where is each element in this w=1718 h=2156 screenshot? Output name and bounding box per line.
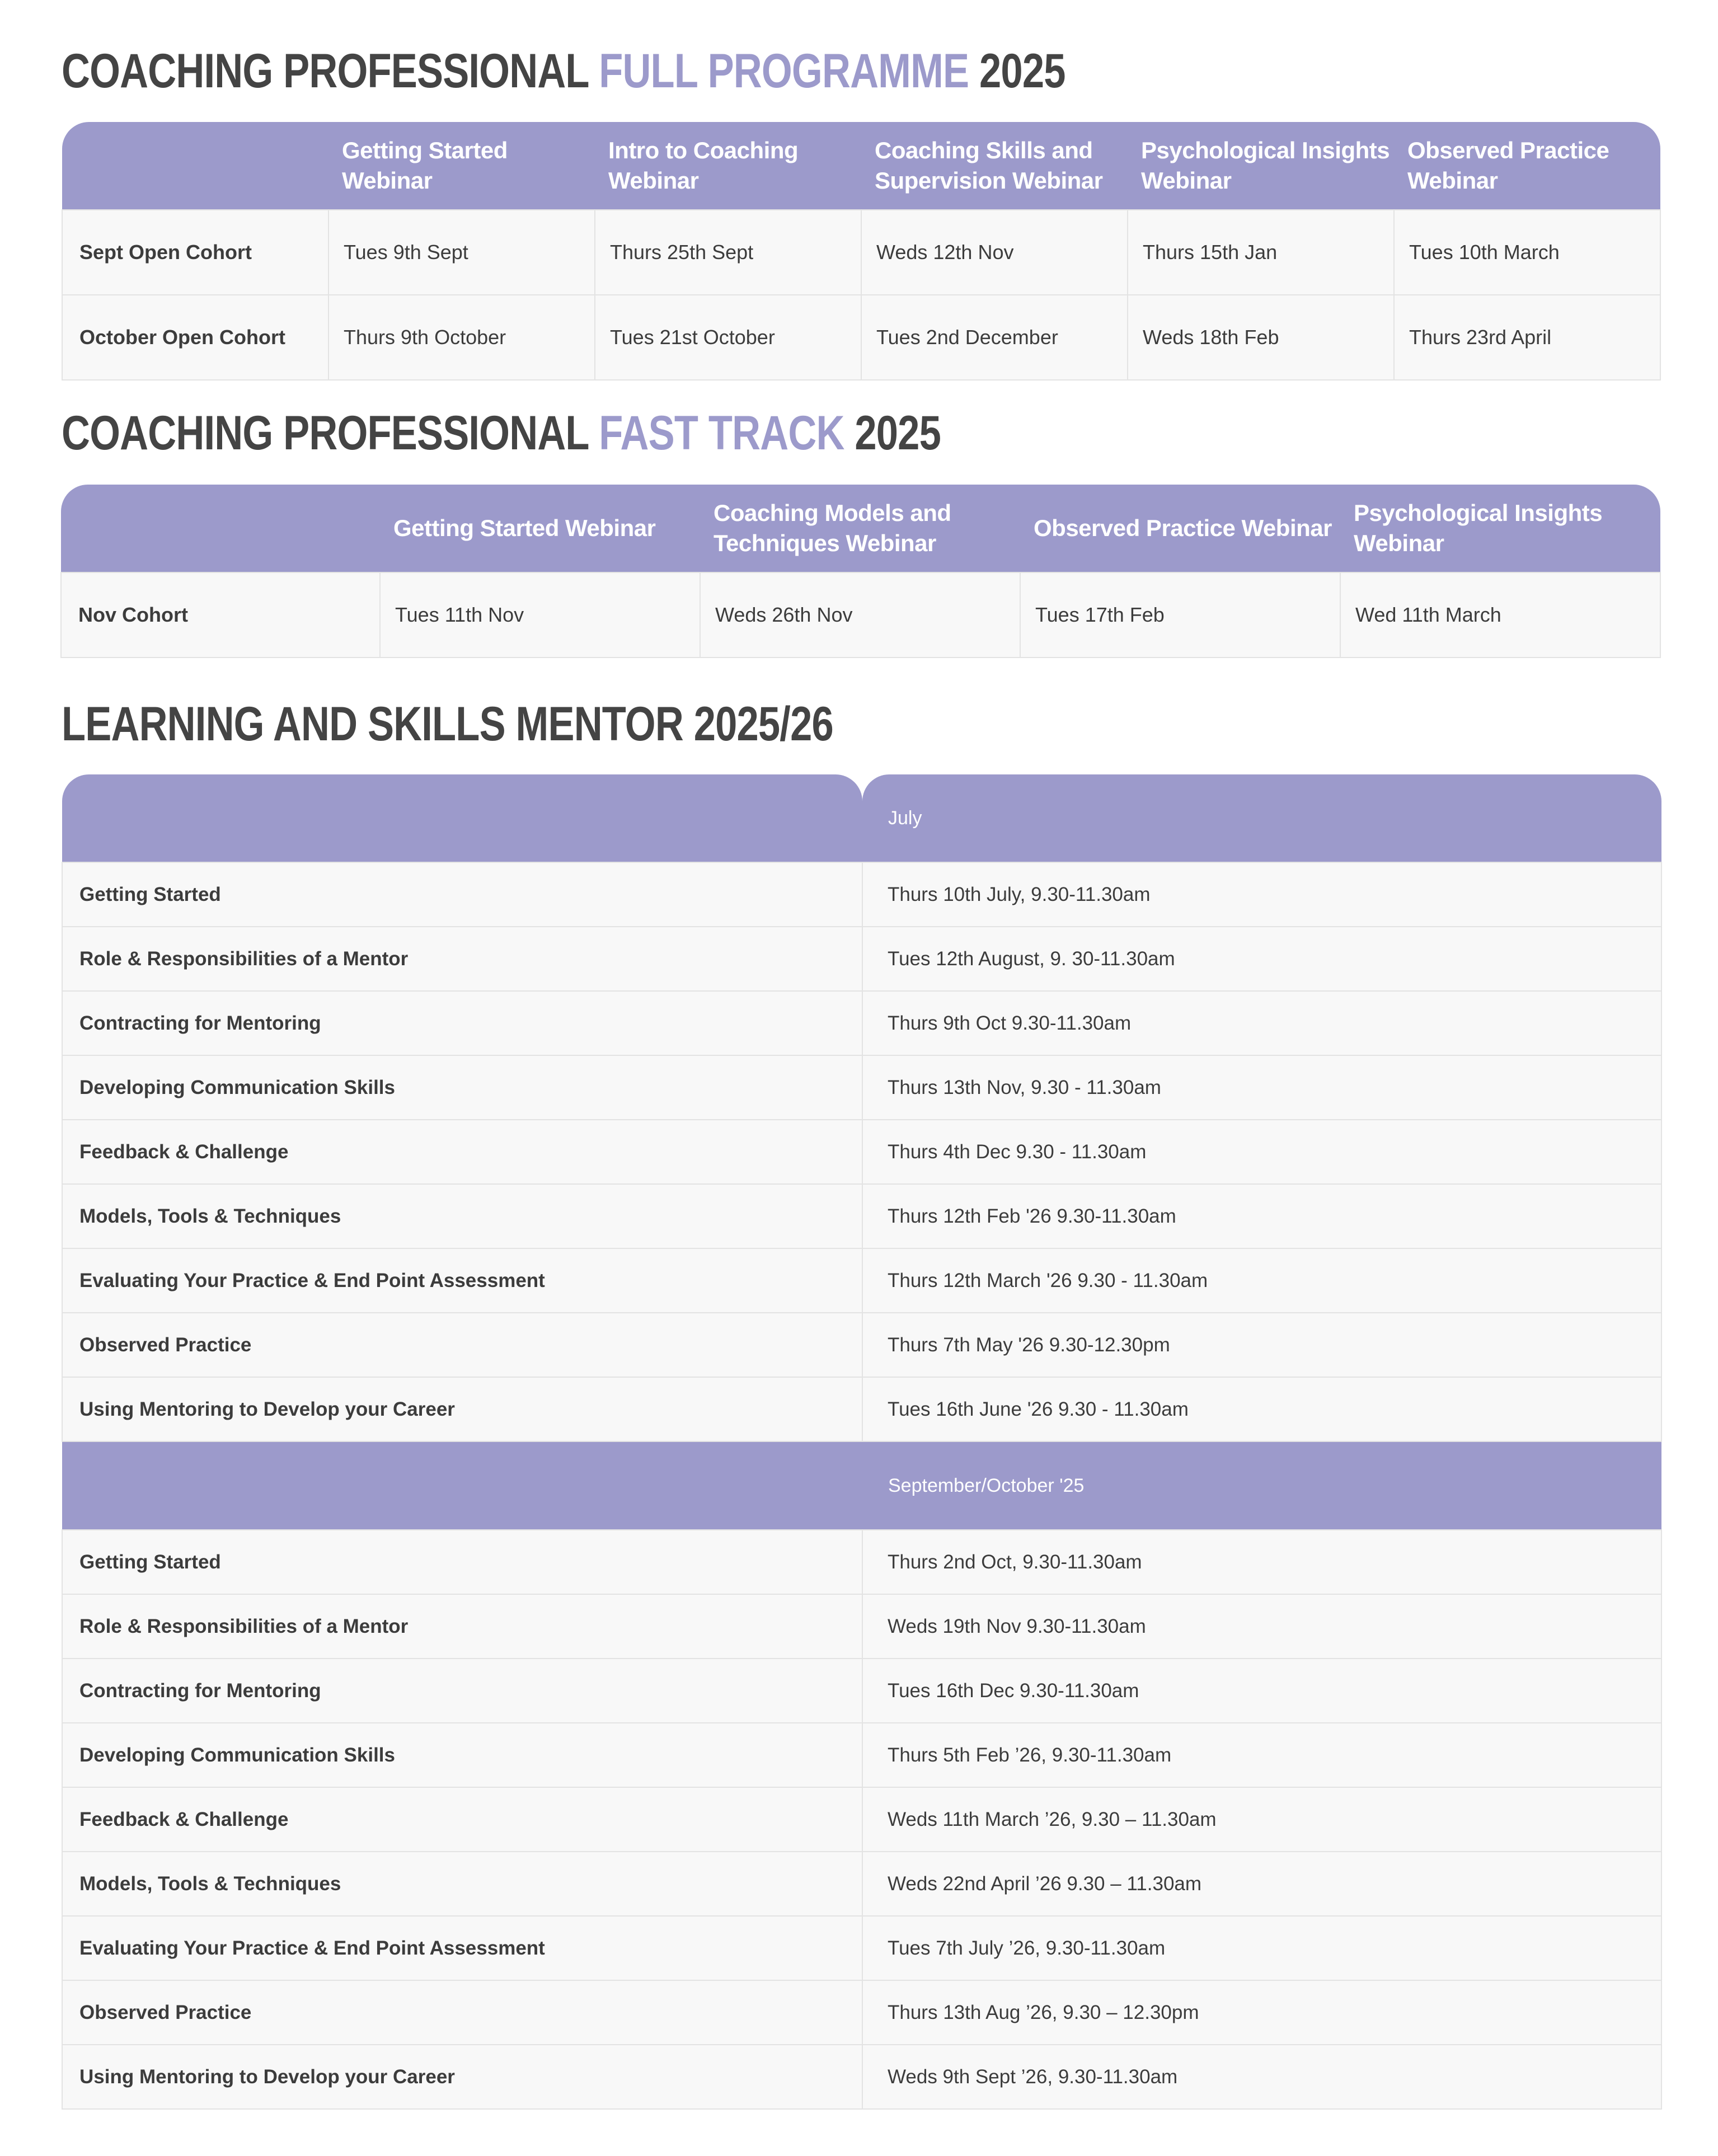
full-programme-table bbox=[62, 122, 1661, 381]
cohort-header-row bbox=[62, 1441, 1661, 1530]
session-date: Tues 16th June '26 9.30 - 11.30am bbox=[862, 1377, 1661, 1441]
session-date: Thurs 4th Dec 9.30 - 11.30am bbox=[862, 1120, 1661, 1184]
session-name: Observed Practice bbox=[62, 1980, 862, 2045]
table-row bbox=[62, 295, 1660, 380]
fast-track-title bbox=[62, 406, 941, 460]
date-cell: Thurs 25th Sept bbox=[595, 210, 861, 295]
session-name: Evaluating Your Practice & End Point Assessment bbox=[62, 1248, 862, 1313]
title-year: 2025 bbox=[979, 44, 1065, 98]
session-date: Tues 12th August, 9. 30-11.30am bbox=[862, 927, 1661, 991]
session-date: Weds 9th Sept ’26, 9.30-11.30am bbox=[862, 2045, 1661, 2109]
session-name: Developing Communication Skills bbox=[62, 1723, 862, 1787]
date-cell: Weds 18th Feb bbox=[1128, 295, 1394, 380]
date-cell: Thurs 15th Jan bbox=[1128, 210, 1394, 295]
table-row bbox=[62, 991, 1661, 1055]
date-cell: Weds 12th Nov bbox=[861, 210, 1128, 295]
session-name: Models, Tools & Techniques bbox=[62, 1852, 862, 1916]
session-name: Getting Started bbox=[62, 862, 862, 927]
table-row bbox=[62, 927, 1661, 991]
date-cell: Tues 17th Feb bbox=[1020, 572, 1340, 657]
session-date: Thurs 2nd Oct, 9.30-11.30am bbox=[862, 1530, 1661, 1594]
date-cell: Weds 26th Nov bbox=[700, 572, 1020, 657]
header-blank-cell bbox=[61, 485, 380, 572]
cohort-header-row bbox=[62, 774, 1661, 862]
table-row bbox=[62, 1723, 1661, 1787]
date-cell: Thurs 23rd April bbox=[1394, 295, 1660, 380]
table-row bbox=[62, 1377, 1661, 1441]
session-name: Evaluating Your Practice & End Point Assessment bbox=[62, 1916, 862, 1980]
session-name: Using Mentoring to Develop your Career bbox=[62, 2045, 862, 2109]
column-header: Observed Practice Webinar bbox=[1394, 122, 1660, 210]
session-name: Feedback & Challenge bbox=[62, 1120, 862, 1184]
title-prefix: COACHING PROFESSIONAL bbox=[62, 406, 589, 460]
session-date: Thurs 9th Oct 9.30-11.30am bbox=[862, 991, 1661, 1055]
session-date: Thurs 7th May '26 9.30-12.30pm bbox=[862, 1313, 1661, 1377]
table-row bbox=[62, 1980, 1661, 2045]
table-row bbox=[62, 1787, 1661, 1852]
header-blank-cell bbox=[62, 1441, 862, 1530]
date-cell: Tues 21st October bbox=[595, 295, 861, 380]
session-name: Contracting for Mentoring bbox=[62, 1659, 862, 1723]
cohort-label: Nov Cohort bbox=[61, 572, 380, 657]
session-date: Thurs 10th July, 9.30-11.30am bbox=[862, 862, 1661, 927]
session-date: Thurs 13th Aug ’26, 9.30 – 12.30pm bbox=[862, 1980, 1661, 2045]
date-cell: Tues 11th Nov bbox=[380, 572, 700, 657]
session-date: Tues 16th Dec 9.30-11.30am bbox=[862, 1659, 1661, 1723]
session-name: Role & Responsibilities of a Mentor bbox=[62, 927, 862, 991]
table-row bbox=[62, 1184, 1661, 1248]
session-name: Getting Started bbox=[62, 1530, 862, 1594]
date-cell: Tues 9th Sept bbox=[328, 210, 595, 295]
table-row bbox=[62, 210, 1660, 295]
table-row bbox=[62, 2045, 1661, 2109]
column-header: Coaching Models and Techniques Webinar bbox=[700, 485, 1020, 572]
table-row bbox=[62, 1055, 1661, 1120]
title-prefix: COACHING PROFESSIONAL bbox=[62, 44, 589, 98]
cohort-label: Sept Open Cohort bbox=[62, 210, 328, 295]
session-date: Weds 22nd April ’26 9.30 – 11.30am bbox=[862, 1852, 1661, 1916]
mentor-title: LEARNING AND SKILLS MENTOR 2025/26 bbox=[62, 697, 833, 751]
table-row bbox=[62, 1120, 1661, 1184]
date-cell: Tues 2nd December bbox=[861, 295, 1128, 380]
column-header: Intro to Coaching Webinar bbox=[595, 122, 861, 210]
fast-track-table bbox=[60, 485, 1661, 658]
title-accent: FULL PROGRAMME bbox=[599, 44, 969, 98]
session-name: Observed Practice bbox=[62, 1313, 862, 1377]
table-header-row bbox=[62, 122, 1660, 210]
title-year: 2025 bbox=[855, 406, 941, 460]
header-blank-cell bbox=[62, 122, 328, 210]
session-name: Models, Tools & Techniques bbox=[62, 1184, 862, 1248]
session-name: Developing Communication Skills bbox=[62, 1055, 862, 1120]
column-header: Psychological Insights Webinar bbox=[1340, 485, 1660, 572]
table-header-row bbox=[61, 485, 1660, 572]
mentor-schedule-table bbox=[62, 774, 1662, 2110]
cohort-header-label: September/October '25 bbox=[862, 1441, 1661, 1530]
column-header: Getting Started Webinar bbox=[380, 485, 700, 572]
title-accent: FAST TRACK bbox=[599, 406, 844, 460]
session-date: Thurs 12th Feb '26 9.30-11.30am bbox=[862, 1184, 1661, 1248]
date-cell: Tues 10th March bbox=[1394, 210, 1660, 295]
session-date: Thurs 13th Nov, 9.30 - 11.30am bbox=[862, 1055, 1661, 1120]
cohort-label: October Open Cohort bbox=[62, 295, 328, 380]
column-header: Observed Practice Webinar bbox=[1020, 485, 1340, 572]
session-name: Feedback & Challenge bbox=[62, 1787, 862, 1852]
cohort-header-label: July bbox=[862, 774, 1661, 862]
table-row bbox=[62, 1248, 1661, 1313]
session-name: Role & Responsibilities of a Mentor bbox=[62, 1594, 862, 1659]
session-date: Thurs 12th March '26 9.30 - 11.30am bbox=[862, 1248, 1661, 1313]
table-row bbox=[62, 1530, 1661, 1594]
session-date: Weds 19th Nov 9.30-11.30am bbox=[862, 1594, 1661, 1659]
table-row bbox=[62, 1916, 1661, 1980]
table-row bbox=[62, 1659, 1661, 1723]
session-date: Thurs 5th Feb ’26, 9.30-11.30am bbox=[862, 1723, 1661, 1787]
table-row bbox=[62, 862, 1661, 927]
session-name: Using Mentoring to Develop your Career bbox=[62, 1377, 862, 1441]
table-row bbox=[61, 572, 1660, 657]
table-row bbox=[62, 1594, 1661, 1659]
column-header: Coaching Skills and Supervision Webinar bbox=[861, 122, 1128, 210]
column-header: Getting Started Webinar bbox=[328, 122, 595, 210]
date-cell: Thurs 9th October bbox=[328, 295, 595, 380]
full-programme-title bbox=[62, 44, 1065, 98]
table-row bbox=[62, 1852, 1661, 1916]
session-name: Contracting for Mentoring bbox=[62, 991, 862, 1055]
table-row bbox=[62, 1313, 1661, 1377]
date-cell: Wed 11th March bbox=[1340, 572, 1660, 657]
session-date: Weds 11th March ’26, 9.30 – 11.30am bbox=[862, 1787, 1661, 1852]
column-header: Psychological Insights Webinar bbox=[1128, 122, 1394, 210]
session-date: Tues 7th July ’26, 9.30-11.30am bbox=[862, 1916, 1661, 1980]
header-blank-cell bbox=[62, 774, 862, 862]
